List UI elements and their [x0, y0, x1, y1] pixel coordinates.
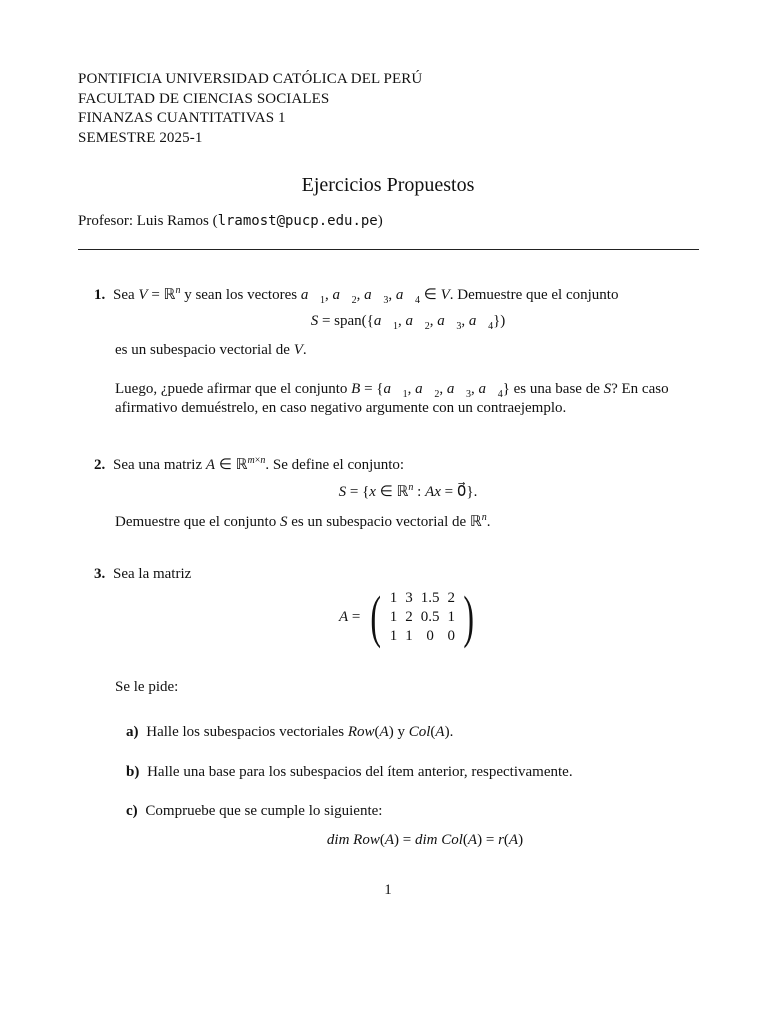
problem-2-after-b: es un subespacio vectorial de	[291, 514, 467, 530]
professor-line	[78, 213, 383, 230]
matrix-left-paren: (	[370, 584, 382, 649]
document-title: Ejercicios Propuestos	[301, 174, 475, 196]
problem-3-number: 3.	[94, 566, 106, 582]
item-a-text-b: y	[397, 724, 405, 740]
problem-3-item-c	[126, 803, 382, 820]
problem-2-after: Demuestre que el conjunto S es un subespacio vectorial de ℝ$^n$.	[115, 512, 491, 530]
matrix-cell: 1	[447, 608, 455, 625]
problem-2-set-equation: S = {x ∈ ℝ$^n$ : Ax = 0⃗}.	[338, 482, 478, 500]
matrix-cell: 1	[389, 589, 398, 606]
matrix-cell: 1	[389, 627, 398, 644]
problem-2-text-a: Sea una matriz	[113, 457, 203, 473]
problem-1-text-c: . Demuestre que el conjunto	[449, 287, 619, 303]
problem-1-span-equation: $S = span(\{a⃗_1$, $a⃗_2$, $a⃗_3$, $a⃗_4$})	[310, 313, 506, 332]
rank-equation: dim Row(A) = dim Col(A) = r(A)	[326, 832, 524, 848]
problem-2-number: 2.	[94, 457, 106, 473]
problem-3-matrix-equation: A = ( 1 3 1.5 2 1 2 0.5 1 1 1 0 0 )	[339, 584, 474, 649]
item-c-label: c)	[126, 803, 138, 819]
matrix-cell: 0.5	[420, 608, 440, 625]
problem-1-number: 1.	[94, 287, 106, 303]
problem-1-question-c: ? En caso	[611, 381, 669, 397]
problem-1-after-text: es un subespacio vectorial de	[115, 342, 290, 358]
semester: SEMESTRE 2025-1	[78, 129, 203, 146]
matrix-table	[386, 589, 459, 646]
problem-2-intro: 2. Sea una matriz A ∈ ℝ$^{m\times n}$. Se define el conjunto:	[94, 455, 405, 473]
problem-1-question-line2: afirmativo demuéstrelo, en caso negativo argumente con un contraejemplo.	[115, 400, 567, 416]
matrix-cell: 0	[426, 627, 434, 644]
problem-1-question: Luego, ¿puede afirmar que el conjunto $B = \{a⃗_1$, $a⃗_2$, $a⃗_3$, $a⃗_4$} es una base de S? En caso	[115, 381, 669, 400]
matrix-cell: 1	[389, 608, 398, 625]
problem-1-question-b: es una base de	[513, 381, 600, 397]
item-a-text-c: .	[449, 724, 454, 740]
header-divider	[78, 249, 699, 250]
matrix-cell: 2	[447, 589, 455, 606]
professor-suffix: )	[377, 213, 383, 229]
problem-3-item-b	[126, 764, 573, 781]
problem-2-after-a: Demuestre que el conjunto	[115, 514, 277, 530]
problem-1-text-a: Sea	[113, 287, 135, 303]
page-number: 1	[384, 882, 392, 898]
matrix-cell: 1.5	[420, 589, 440, 606]
professor-email: lramost@pucp.edu.pe	[217, 213, 378, 229]
item-a-text-a: Halle los subespacios vectoriales	[146, 724, 345, 740]
matrix-cell: 3	[405, 589, 413, 606]
problem-1-intro: 1. Sea V = ℝ$^n$ y sean los vectores $a⃗_1$, $a⃗_2$, $a⃗_3$, $a⃗_4$ ∈ V. Demuestre que el conjunto	[94, 285, 619, 306]
problem-3-item-a: a) Halle los subespacios vectoriales Row(A) y Col(A).	[126, 724, 454, 740]
item-b-text: Halle una base para los subespacios del ítem anterior, respectivamente.	[147, 764, 573, 780]
problem-2-text-b: . Se define el conjunto:	[265, 457, 405, 473]
item-b-label: b)	[126, 764, 140, 780]
problem-3-text: Sea la matriz	[113, 566, 192, 582]
item-c-text: Compruebe que se cumple lo siguiente:	[145, 803, 383, 819]
course-name: FINANZAS CUANTITATIVAS 1	[78, 110, 286, 126]
problem-1-question-a: Luego, ¿puede afirmar que el conjunto	[115, 381, 348, 397]
university-name: PONTIFICIA UNIVERSIDAD CATÓLICA DEL PERÚ	[78, 71, 423, 87]
matrix-cell: 1	[405, 627, 413, 644]
matrix-cell: 2	[405, 608, 413, 625]
professor-prefix: Profesor: Luis Ramos (	[78, 213, 218, 229]
faculty-name: FACULTAD DE CIENCIAS SOCIALES	[78, 90, 330, 107]
matrix-cell: 0	[447, 627, 455, 644]
item-a-label: a)	[126, 724, 139, 740]
problem-3-ask: Se le pide:	[115, 679, 179, 695]
problem-1-after: es un subespacio vectorial de V.	[115, 342, 307, 358]
problem-1-text-b: y sean los vectores	[184, 287, 298, 303]
problem-3-intro	[94, 566, 191, 583]
matrix-right-paren: )	[463, 584, 474, 649]
